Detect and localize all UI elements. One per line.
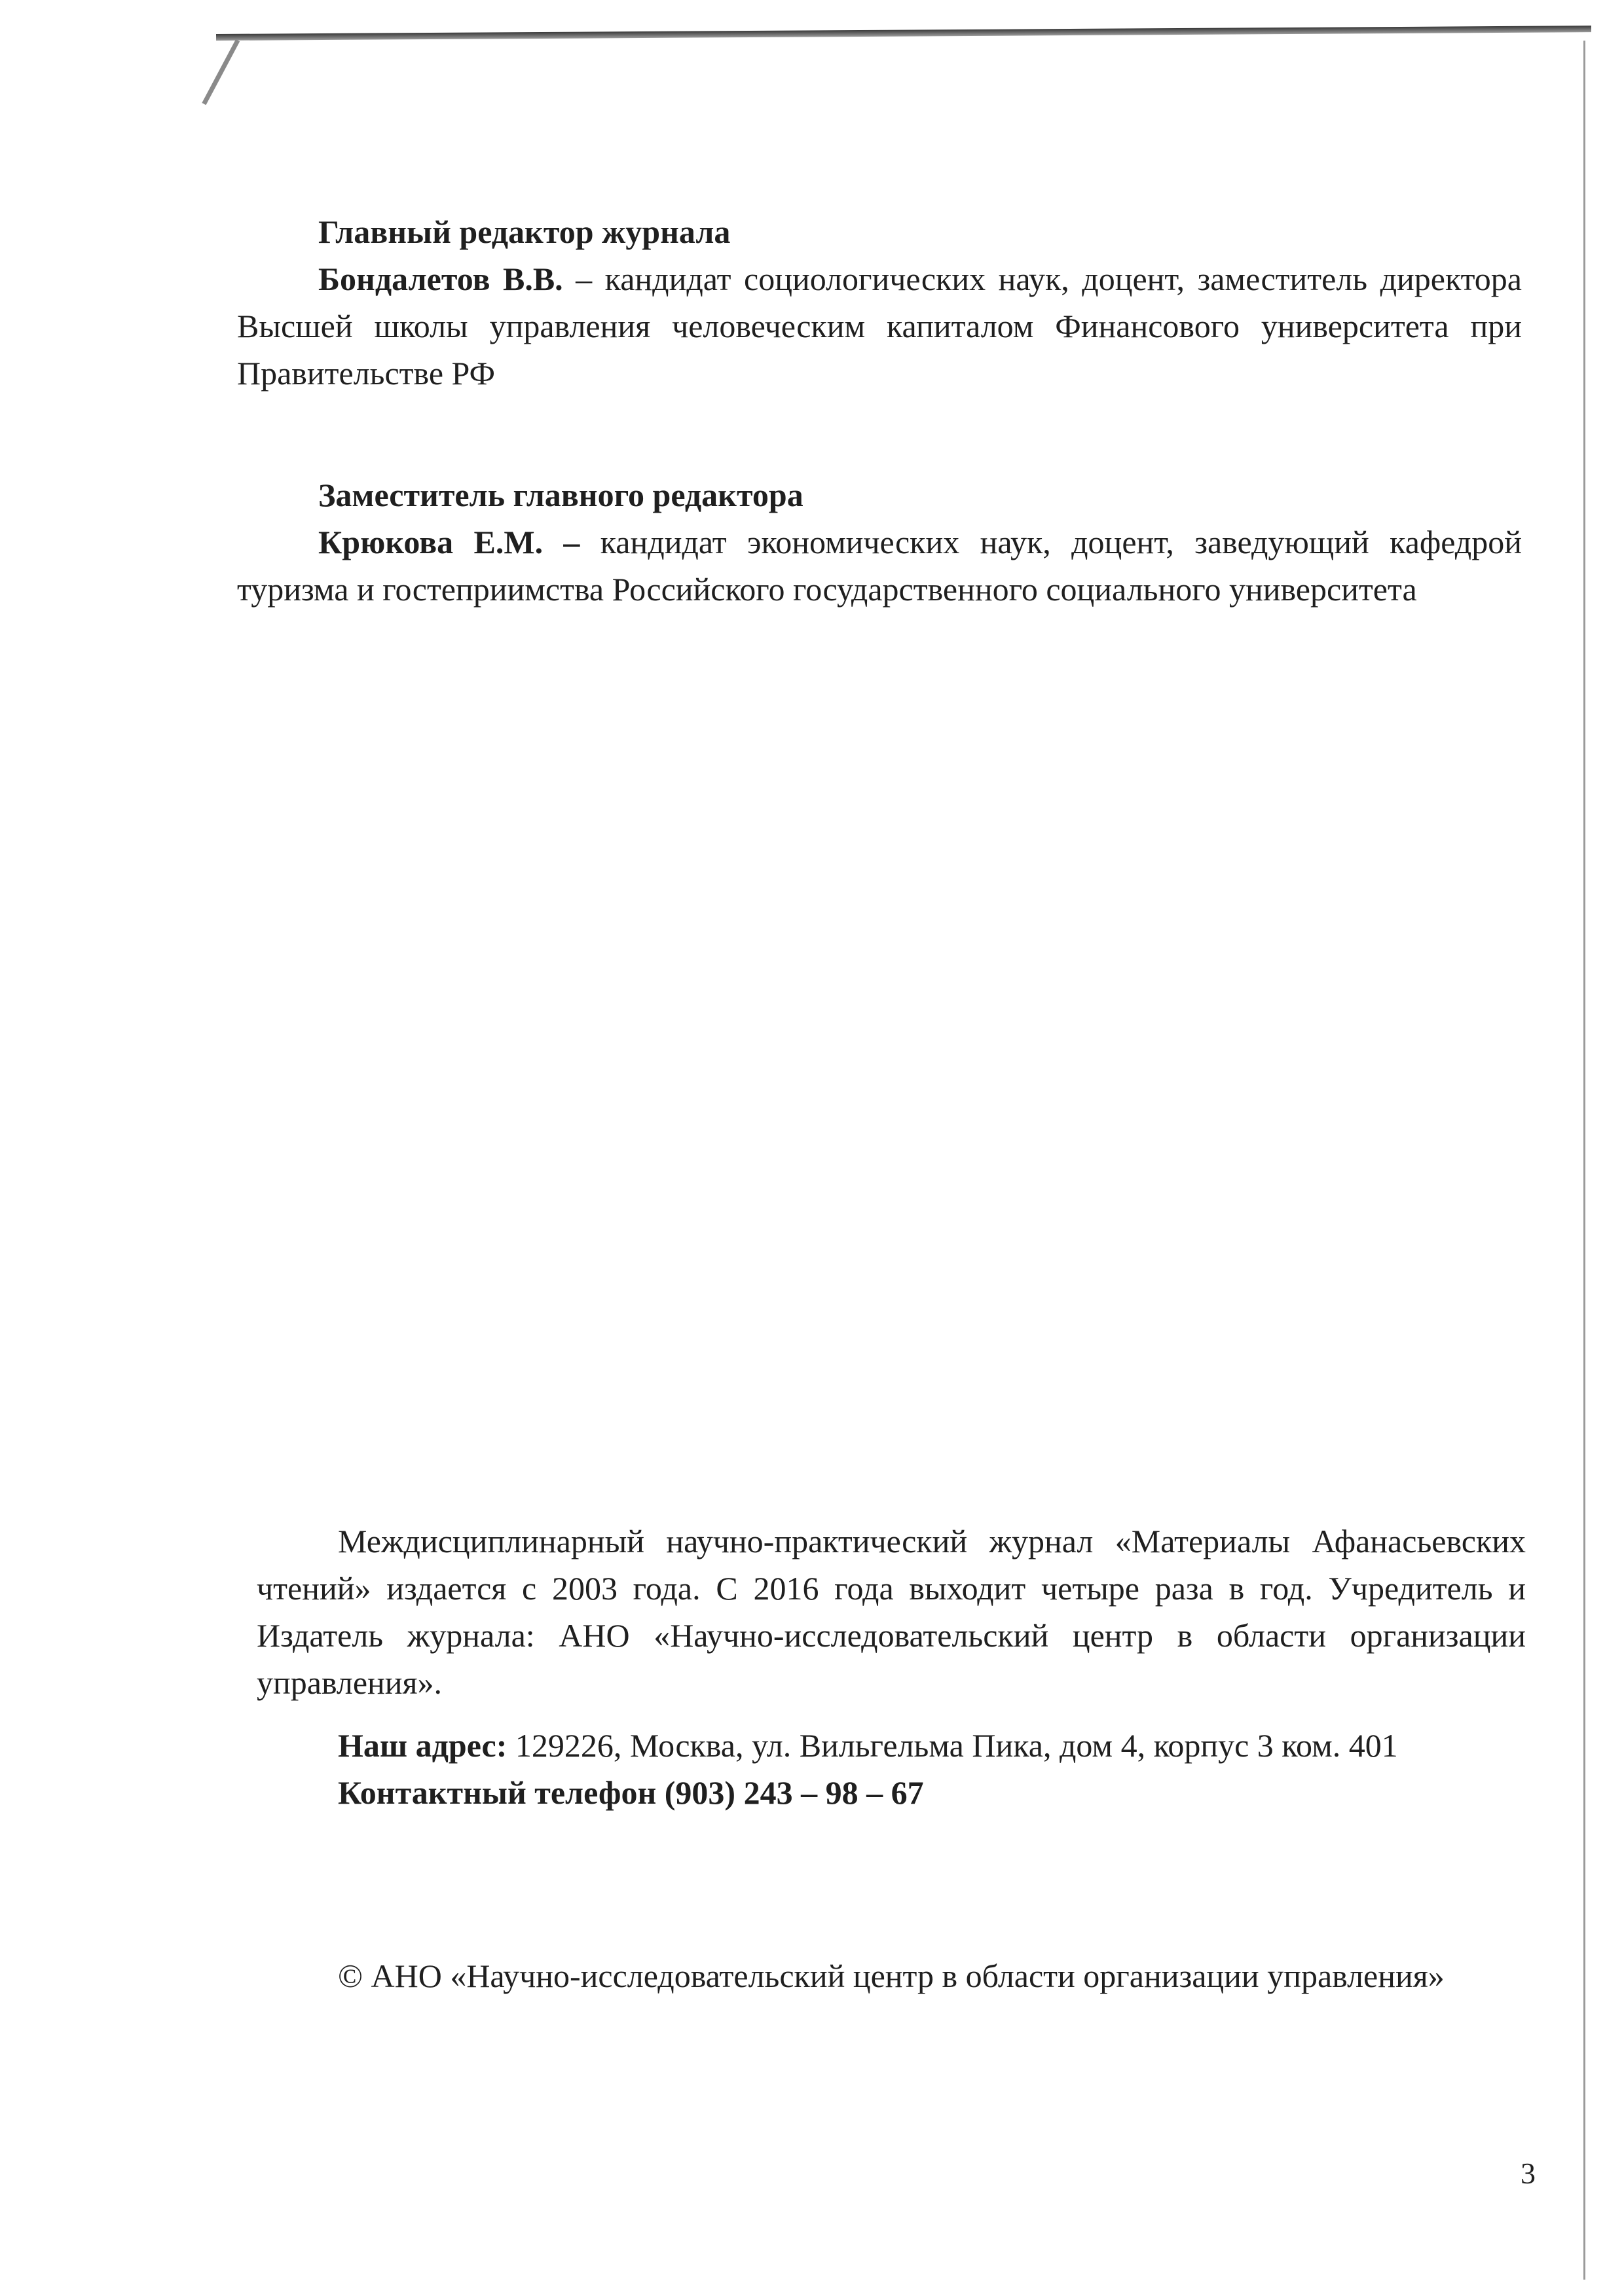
scan-edge-left [202,39,240,105]
about-text: Междисциплинарный научно-практический журнал «Материалы Афанасьевских чтений» издается с 2003 года. С 2016 года выходит четыре раза в год. Учредитель и Издатель журнала: АНО «Научно-исследовательский центр в области организации управления». [257,1523,1526,1701]
scan-edge-right [1583,41,1585,2280]
editor-in-chief-heading: Главный редактор журнала [318,213,731,250]
copyright-section [257,1952,1526,1999]
address-label: Наш адрес: [338,1727,507,1764]
address-line [257,1722,1526,1769]
deputy-editor-paragraph [237,519,1522,613]
copyright-text: © АНО «Научно-исследовательский центр в области организации управления» [338,1958,1445,1994]
deputy-editor-name: Крюкова Е.М. – [318,524,580,560]
deputy-editor-heading: Заместитель главного редактора [318,477,803,513]
scan-edge-top [216,26,1591,41]
phone-line: Контактный телефон (903) 243 – 98 – 67 [338,1774,924,1811]
about-section [257,1518,1526,1706]
deputy-editor-section [237,471,1522,613]
editor-in-chief-section [237,208,1522,397]
page-number: 3 [1521,2157,1536,2190]
editor-in-chief-description: – кандидат социологических наук, доцент, заместитель директора Высшей школы управления человеческим капиталом Финансового университета при Правительстве РФ [237,261,1522,392]
contacts-section [257,1722,1526,1816]
deputy-editor-description: кандидат экономических наук, доцент, заведующий кафедрой туризма и гостеприимства Российского государственного социального университета [237,524,1522,608]
editor-in-chief-name: Бондалетов В.В. [318,261,563,297]
editor-in-chief-paragraph [237,255,1522,397]
address-value: 129226, Москва, ул. Вильгельма Пика, дом 4, корпус 3 ком. 401 [507,1727,1398,1764]
